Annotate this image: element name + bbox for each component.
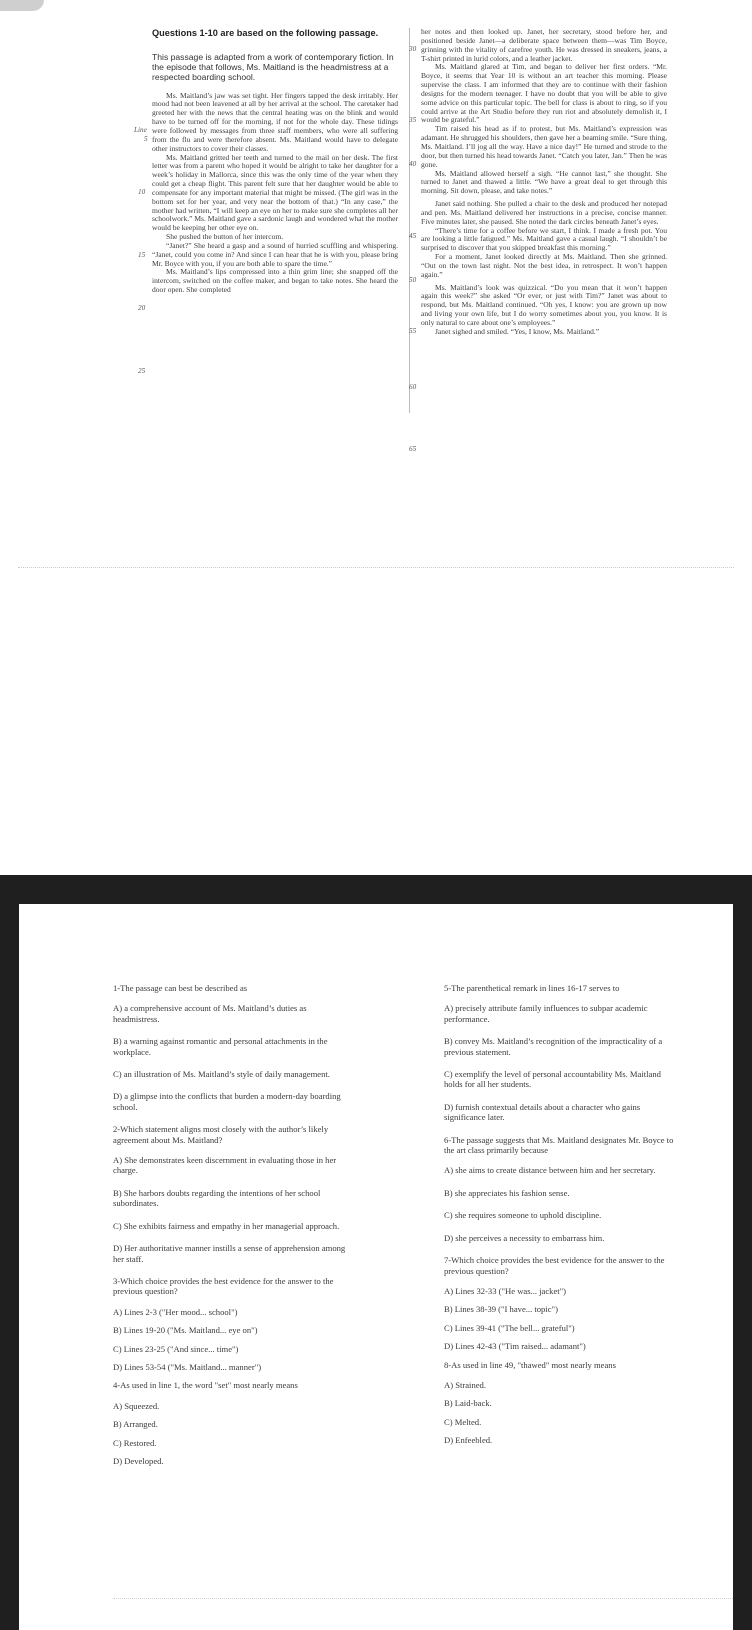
- line-label: Line: [134, 126, 147, 134]
- line-number: 65: [409, 445, 417, 453]
- answer-option[interactable]: B) Arranged.: [113, 1419, 158, 1430]
- answer-option[interactable]: D) Lines 42-43 ("Tim raised... adamant"): [444, 1341, 586, 1352]
- answer-option[interactable]: A) Squeezed.: [113, 1400, 160, 1411]
- line-number: 15: [138, 251, 146, 259]
- passage-paragraph: her notes and then looked up. Janet, her secretary, stood before her, and positioned beside Janet—a deliberate space between them—was Tim Boyce, grinning with the vitality of carefree youth. He was dressed in sneakers, jeans, a T-shirt printed in lurid colors, and a leather jacket.: [421, 27, 667, 63]
- passage-intro: This passage is adapted from a work of contemporary fiction. In the episode that follows, Ms. Maitland is the headmistress at a respected boarding school.: [152, 52, 394, 83]
- answer-option[interactable]: C) she requires someone to uphold discipline.: [444, 1210, 602, 1221]
- answer-option[interactable]: C) exemplify the level of personal accountability Ms. Maitland holds for all her students.: [444, 1069, 661, 1090]
- answer-option[interactable]: A) Lines 32-33 ("He was... jacket"): [444, 1285, 567, 1296]
- question-3: [113, 1276, 348, 1372]
- question-stem: 4-As used in line 1, the word "set" most nearly means: [113, 1380, 298, 1391]
- passage-paragraph: “There’s time for a coffee before we start, I think. I made a fresh pot. You are looking a little fatigued.” Ms. Maitland gave a casual laugh. “I shouldn’t be surprised to discover that you skipped breakfast this morning.”: [421, 225, 667, 253]
- line-number: 5: [144, 135, 148, 143]
- question-1: [113, 983, 348, 1112]
- corner-tab: [0, 0, 44, 11]
- answer-option[interactable]: B) Lines 38-39 ("I have... topic"): [444, 1304, 558, 1315]
- passage-right-text: [421, 28, 667, 337]
- question-stem: 8-As used in line 49, "thawed" most nearly means: [444, 1359, 616, 1370]
- answer-option[interactable]: A) she aims to create distance between him and her secretary.: [444, 1165, 656, 1176]
- question-stem: 2-Which statement aligns most closely with the author’s likely agreement about Ms. Maitland?: [113, 1124, 329, 1145]
- answer-option[interactable]: C) an illustration of Ms. Maitland’s style of daily management.: [113, 1069, 330, 1080]
- answer-option[interactable]: C) Lines 23-25 ("And since... time"): [113, 1343, 239, 1354]
- passage-paragraph: Ms. Maitland’s jaw was set tight. Her fingers tapped the desk irritably. Her mood had not been leavened at all by her arrival at the school. The caretaker had greeted her with the news that the central heating was on the blink and would have to be turned off for the morning, if not for the whole day. These tidings were followed by messages from three staff members, who were all suffering from the flu and were therefore absent. Ms. Maitland would have to delegate other instructors to cover their classes.: [152, 90, 398, 153]
- passage-paragraph: Ms. Maitland glared at Tim, and began to deliver her first orders. “Mr. Boyce, it seems that Year 10 is without an art teacher this morning. Please supervise the class. I am informed that they are to continue with their fashion designs for the modern teenager. I have no doubt that you will be able to give some advice on this particular topic. The bell for class is about to ring, so if you could arrive at the Art Studio before they run riot and absolutely demolish it, I would be grateful.”: [421, 62, 667, 125]
- question-5: [444, 983, 679, 1123]
- answer-option[interactable]: D) furnish contextual details about a character who gains significance later.: [444, 1101, 641, 1123]
- line-number: 40: [409, 160, 417, 168]
- answer-option[interactable]: A) precisely attribute family influences to subpar academic performance.: [444, 1003, 648, 1024]
- question-6: [444, 1135, 679, 1243]
- answer-option[interactable]: B) convey Ms. Maitland’s recognition of the impracticality of a previous statement.: [444, 1036, 663, 1057]
- line-number: 20: [138, 304, 146, 312]
- answer-option[interactable]: A) Lines 2-3 ("Her mood... school"): [113, 1306, 238, 1317]
- answer-option[interactable]: C) She exhibits fairness and empathy in her managerial approach.: [113, 1220, 340, 1231]
- column-divider: [409, 28, 410, 413]
- question-4: [113, 1380, 348, 1466]
- passage-heading: Questions 1-10 are based on the following passage.: [152, 28, 379, 38]
- passage-paragraph: Ms. Maitland’s look was quizzical. “Do you mean that it won’t happen again this week?” she asked “Or ever, or just with Tim?” Janet was about to respond, but Ms. Maitland continued. “Oh yes, I know: you are grown up now and living your own life, but I do worry sometimes about you, you know. It is only natural to care about one’s employees.”: [421, 282, 667, 327]
- page-gap-band: [0, 875, 752, 904]
- passage-paragraph: Janet said nothing. She pulled a chair to the desk and produced her notepad and pen. Ms. Maitland delivered her instructions in a precise, concise manner. Five minutes later, she paused. She noted the dark circles beneath Janet’s eyes.: [421, 199, 667, 226]
- line-number: 10: [138, 188, 146, 196]
- passage-paragraph: Tim raised his head as if to protest, but Ms. Maitland’s expression was adamant. He shrugged his shoulders, then gave her a beaming smile. “Sure thing, Ms. Maitland. I’ll jog all the way. Have a nice day!” He turned and strode to the door, but then turned his head towards Janet. “Catch you later, Jan.” Then he was gone.: [421, 124, 667, 169]
- line-number: 30: [409, 45, 417, 53]
- answer-option[interactable]: B) a warning against romantic and personal attachments in the workplace.: [113, 1036, 328, 1057]
- passage-paragraph: Janet sighed and smiled. “Yes, I know, Ms. Maitland.”: [435, 326, 600, 336]
- question-8: [444, 1360, 679, 1446]
- answer-option[interactable]: D) Lines 53-54 ("Ms. Maitland... manner"): [113, 1361, 262, 1372]
- page-gap-right: [733, 904, 752, 1630]
- passage-left-column: [152, 28, 398, 295]
- passage-paragraph: She pushed the button of her intercom.: [166, 232, 284, 242]
- answer-option[interactable]: D) Enfeebled.: [444, 1435, 493, 1446]
- questions-left-column: [113, 983, 348, 1474]
- page-bottom-separator: [113, 1598, 733, 1599]
- line-number: 50: [409, 276, 417, 284]
- answer-option[interactable]: C) Lines 39-41 ("The bell... grateful"): [444, 1322, 575, 1333]
- passage-paragraph: Ms. Maitland gritted her teeth and turned to the mail on her desk. The first letter was from a parent who hoped it would be alright to take her daughter for a week’s holiday in Mallorca, since this was the only time of the year when they could get a cheap flight. This parent felt sure that her daughter would be able to compensate for any important material that might be missed. (The girl was in the bottom set for her year, and very near the bottom of that.) “In any case,” the mother had written, “I will keep an eye on her to make sure she completes all her schoolwork.” Ms. Maitland gave a sardonic laugh and wondered what the mother would be keeping her other eye on.: [152, 152, 398, 233]
- question-stem: 6-The passage suggests that Ms. Maitland designates Mr. Boyce to the art class primarily because: [444, 1134, 674, 1156]
- answer-option[interactable]: B) She harbors doubts regarding the intentions of her school subordinates.: [113, 1187, 321, 1209]
- page-separator: [18, 567, 734, 568]
- answer-option[interactable]: D) she perceives a necessity to embarrass him.: [444, 1232, 605, 1243]
- answer-option[interactable]: B) Lines 19-20 ("Ms. Maitland... eye on"): [113, 1325, 258, 1336]
- line-number: 60: [409, 383, 417, 391]
- line-number: 35: [409, 116, 417, 124]
- question-2: [113, 1124, 348, 1264]
- questions-right-column: [444, 983, 679, 1454]
- passage-paragraph: “Janet?” She heard a gasp and a sound of hurried scuffling and whispering. “Janet, could you come in? And since I can hear that he is with you, please bring Mr. Boyce with you, if you are both able to spare the time.”: [152, 240, 398, 268]
- answer-option[interactable]: B) Laid-back.: [444, 1398, 492, 1409]
- answer-option[interactable]: A) a comprehensive account of Ms. Maitland’s duties as headmistress.: [113, 1003, 307, 1024]
- answer-option[interactable]: D) a glimpse into the conflicts that burden a modern-day boarding school.: [113, 1091, 341, 1112]
- answer-option[interactable]: C) Restored.: [113, 1437, 157, 1448]
- line-number: 25: [138, 367, 146, 375]
- page-gap-left: [0, 904, 19, 1630]
- question-stem: 5-The parenthetical remark in lines 16-17 serves to: [444, 983, 620, 993]
- passage-paragraph: Ms. Maitland allowed herself a sigh. “He cannot last,” she thought. She turned to Janet and thawed a little. “We have a great deal to get through this morning. Sit down, please, and take notes.”: [421, 168, 667, 196]
- question-7: [444, 1255, 679, 1351]
- line-number: 45: [409, 232, 417, 240]
- answer-option[interactable]: A) Strained.: [444, 1379, 487, 1390]
- question-stem: 3-Which choice provides the best evidence for the answer to the previous question?: [113, 1275, 334, 1297]
- answer-option[interactable]: D) Her authoritative manner instills a sense of apprehension among her staff.: [113, 1243, 346, 1264]
- answer-option[interactable]: B) she appreciates his fashion sense.: [444, 1187, 570, 1198]
- passage-right-column: [421, 28, 667, 337]
- answer-option[interactable]: D) Developed.: [113, 1455, 164, 1466]
- passage-paragraph: Ms. Maitland’s lips compressed into a thin grim line; she snapped off the intercom, switched on the coffee maker, and began to take notes. She heard the door open. She completed: [152, 267, 398, 295]
- answer-option[interactable]: A) She demonstrates keen discernment in evaluating those in her charge.: [113, 1155, 337, 1176]
- answer-option[interactable]: C) Melted.: [444, 1416, 482, 1427]
- passage-paragraph: For a moment, Janet looked directly at Ms. Maitland. Then she grinned. “Out on the town last night. Not the best idea, in retrospect. It won’t happen again.”: [421, 252, 667, 279]
- passage-left-text: [152, 92, 398, 295]
- question-stem: 1-The passage can best be described as: [113, 983, 248, 993]
- question-stem: 7-Which choice provides the best evidence for the answer to the previous question?: [444, 1255, 665, 1276]
- line-number: 55: [409, 327, 417, 335]
